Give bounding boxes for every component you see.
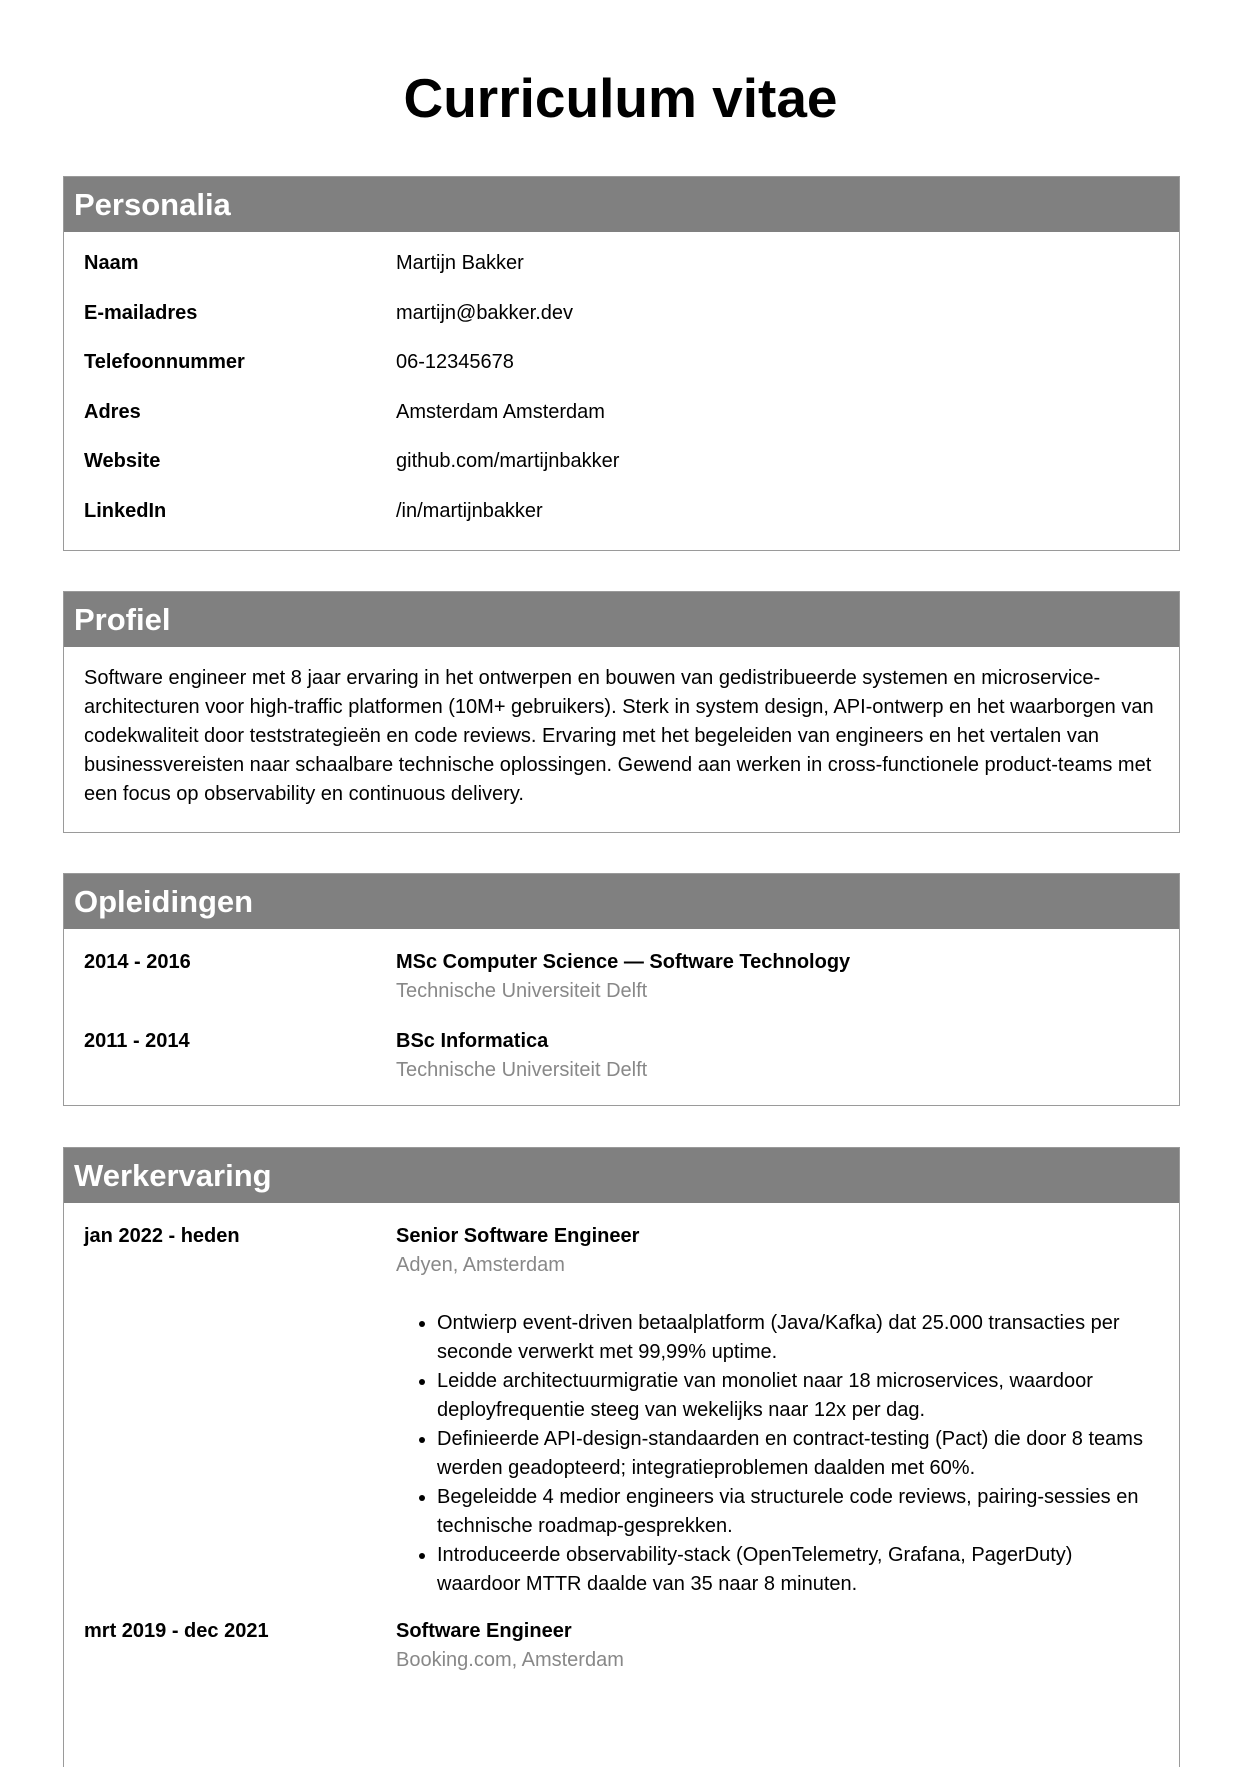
education-period: 2011 - 2014 bbox=[84, 1030, 190, 1052]
job-achievement: • Definieerde API-design-standaarden en contract-testing (Pact) die door 8 teams werden geadopteerd; integratieproblemen daalden met 60%. bbox=[437, 1425, 1159, 1483]
email-label: E-mailadres bbox=[84, 301, 198, 324]
name-label: Naam bbox=[84, 252, 139, 274]
werkervaring-heading: Werkervaring bbox=[64, 1148, 1179, 1203]
werkervaring-section bbox=[63, 1147, 1180, 1767]
profiel-heading: Profiel bbox=[64, 592, 1179, 647]
job-company: Booking.com, Amsterdam bbox=[396, 1649, 624, 1671]
job-achievements-list bbox=[396, 1309, 1159, 1599]
job-title: Senior Software Engineer bbox=[396, 1225, 640, 1247]
job-entry bbox=[84, 1222, 1159, 1599]
job-achievement: • Leidde architectuurmigratie van monoliet naar 18 microservices, waardoor deployfrequentie steeg van wekelijks naar 12x per dag. bbox=[437, 1367, 1159, 1425]
job-period: jan 2022 - heden bbox=[84, 1225, 240, 1247]
phone-value: 06-12345678 bbox=[396, 351, 514, 374]
website-value: github.com/martijnbakker bbox=[396, 450, 620, 473]
personal-row-linkedin bbox=[84, 497, 1159, 547]
linkedin-value: /in/martijnbakker bbox=[396, 499, 543, 522]
linkedin-label: LinkedIn bbox=[84, 499, 167, 522]
name-value: Martijn Bakker bbox=[396, 252, 524, 274]
personal-row-name bbox=[84, 249, 1159, 299]
personalia-heading: Personalia bbox=[64, 177, 1179, 232]
personal-row-phone bbox=[84, 348, 1159, 398]
website-label: Website bbox=[84, 450, 161, 473]
education-entry bbox=[84, 948, 1159, 1027]
job-achievement: • Begeleidde 4 medior engineers via structurele code reviews, pairing-sessies en technische roadmap-gesprekken. bbox=[437, 1483, 1159, 1541]
education-degree: BSc Informatica bbox=[396, 1030, 549, 1052]
opleidingen-section bbox=[63, 873, 1180, 1106]
job-achievement: • Ontwierp event-driven betaalplatform (Java/Kafka) dat 25.000 transacties per seconde verwerkt met 99,99% uptime. bbox=[437, 1309, 1159, 1367]
job-entry bbox=[84, 1617, 1159, 1675]
job-company: Adyen, Amsterdam bbox=[396, 1254, 565, 1276]
education-period: 2014 - 2016 bbox=[84, 951, 191, 973]
personalia-section bbox=[63, 176, 1180, 551]
address-value: Amsterdam Amsterdam bbox=[396, 400, 605, 423]
education-institution: Technische Universiteit Delft bbox=[396, 1059, 648, 1081]
personal-row-website bbox=[84, 447, 1159, 497]
personal-row-address bbox=[84, 398, 1159, 448]
education-degree: MSc Computer Science — Software Technology bbox=[396, 951, 851, 973]
page-title: Curriculum vitae bbox=[403, 67, 838, 129]
profiel-section bbox=[63, 591, 1180, 833]
profile-summary: Software engineer met 8 jaar ervaring in het ontwerpen en bouwen van gedistribueerde systemen en microservice-architecturen voor high-traffic platformen (10M+ gebruikers). Sterk in system design, API-ontwerp en het waarborgen van codekwaliteit door teststrategieën en code reviews. Ervaring met het begeleiden van engineers en het vertalen van businessvereisten naar schaalbare technische oplossingen. Gewend aan werken in cross-functionele product-teams met een focus op observability en continuous delivery. bbox=[84, 667, 1154, 805]
education-institution: Technische Universiteit Delft bbox=[396, 980, 648, 1002]
education-entry bbox=[84, 1027, 1159, 1085]
job-period: mrt 2019 - dec 2021 bbox=[84, 1620, 269, 1642]
phone-label: Telefoonnummer bbox=[84, 351, 245, 374]
job-title: Software Engineer bbox=[396, 1620, 572, 1642]
email-value: martijn@bakker.dev bbox=[396, 301, 574, 324]
job-achievement: • Introduceerde observability-stack (OpenTelemetry, Grafana, PagerDuty) waardoor MTTR daalde van 35 naar 8 minuten. bbox=[437, 1541, 1159, 1599]
opleidingen-heading: Opleidingen bbox=[64, 874, 1179, 929]
address-label: Adres bbox=[84, 400, 141, 423]
personal-row-email bbox=[84, 299, 1159, 349]
